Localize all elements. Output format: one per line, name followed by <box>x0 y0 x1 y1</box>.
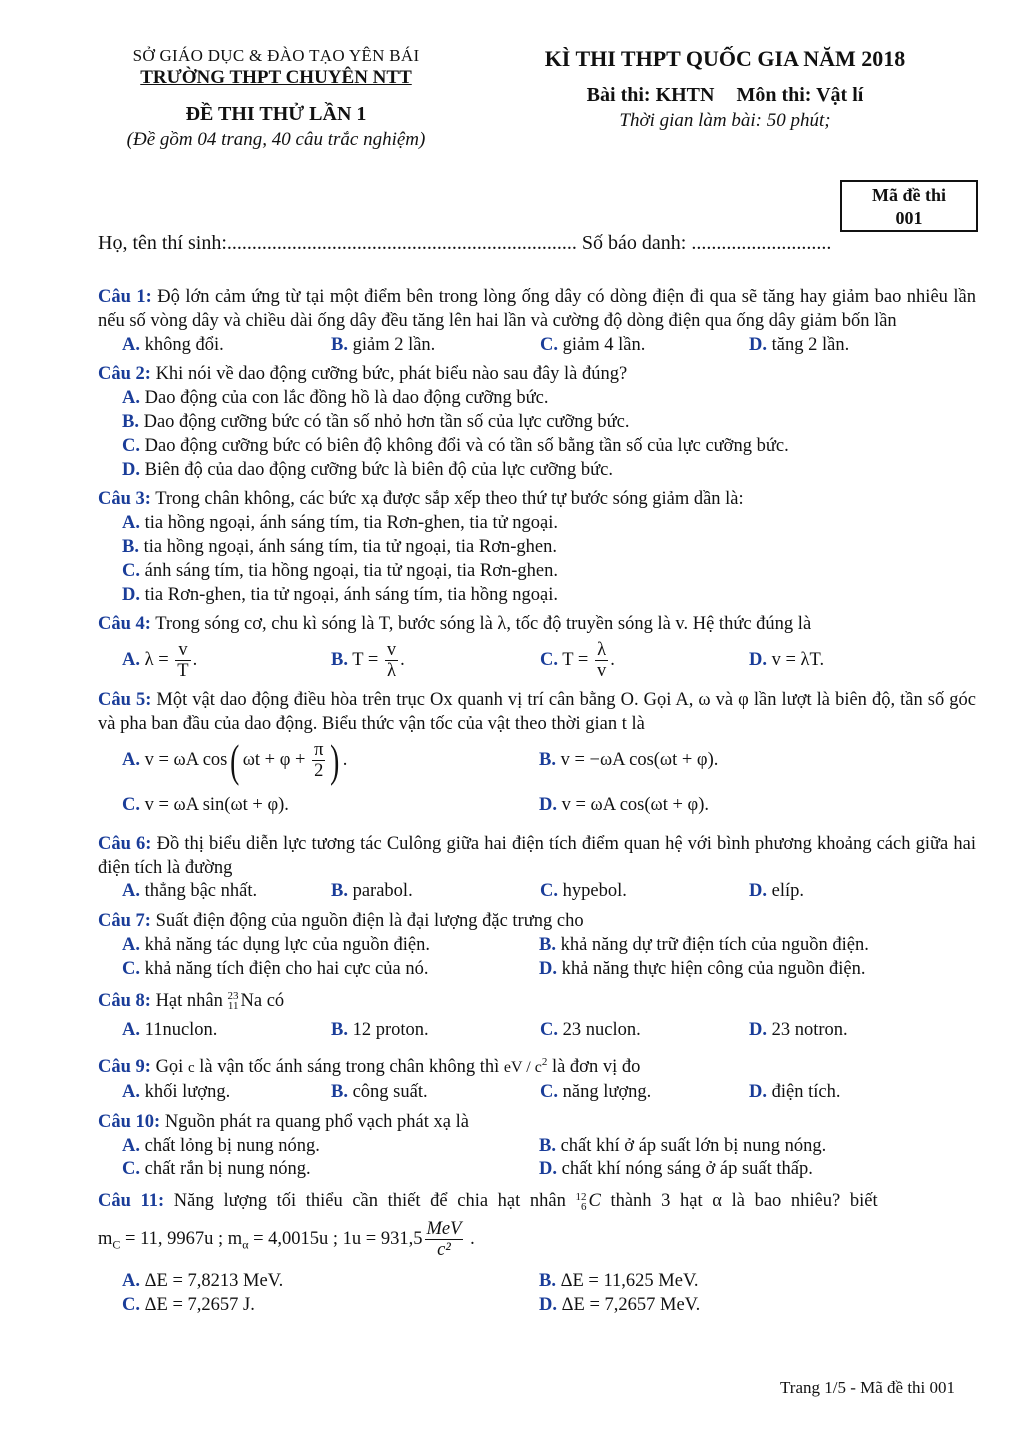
answer-options <box>98 512 976 607</box>
period: . <box>342 749 348 770</box>
given-values <box>98 1214 976 1270</box>
question-text: Suất điện động của nguồn điện là đại lượng đặc trưng cho <box>150 911 584 932</box>
option-b <box>331 637 540 683</box>
option-text: chất lỏng bị nung nóng. <box>140 1135 320 1156</box>
unit-exponent: 2 <box>541 1056 548 1069</box>
option-b <box>539 934 956 958</box>
option-letter: D. <box>539 1294 557 1315</box>
option-text: elíp. <box>767 881 804 902</box>
formula-lhs: T = <box>558 650 593 671</box>
option-letter: D. <box>122 459 140 480</box>
question-10 <box>98 1111 976 1182</box>
element-symbol: Na <box>240 990 263 1011</box>
department-name: SỞ GIÁO DỤC & ĐÀO TẠO YÊN BÁI <box>132 46 420 65</box>
header-left <box>96 46 456 151</box>
question-stem <box>98 363 976 387</box>
question-stem <box>98 613 976 637</box>
option-text: tăng 2 lần. <box>767 334 850 355</box>
option-letter: B. <box>122 536 139 557</box>
option-letter: C. <box>540 650 558 671</box>
option-text: năng lượng. <box>558 1082 652 1103</box>
answer-options <box>98 734 976 827</box>
option-text: ánh sáng tím, tia hồng ngoại, tia tử ngoại, tia Rơn-ghen. <box>140 560 559 581</box>
option-c <box>122 958 539 982</box>
period: . <box>192 650 198 671</box>
option-b <box>539 1135 956 1159</box>
given-text: = 11, 9967u ; m <box>120 1229 243 1250</box>
option-text: chất khí nóng sáng ở áp suất thấp. <box>557 1159 813 1180</box>
formula-mid: ωt + φ + <box>242 749 311 770</box>
option-text: khả năng dự trữ điện tích của nguồn điện. <box>555 934 869 955</box>
option-a <box>122 880 331 904</box>
option-letter: B. <box>539 1270 556 1291</box>
option-d <box>749 880 958 904</box>
exam-subject: Môn thi: Vật lí <box>736 84 864 106</box>
option-letter: A. <box>122 334 140 355</box>
answer-options <box>98 334 976 358</box>
formula-lhs: λ = <box>140 650 174 671</box>
option-c <box>540 1081 749 1105</box>
option-d <box>539 1158 956 1182</box>
fraction <box>595 640 608 681</box>
exam-subject-line <box>520 84 930 107</box>
exam-code-value: 001 <box>895 208 923 228</box>
option-letter: B. <box>331 1082 348 1103</box>
option-letter: D. <box>749 1020 767 1041</box>
subscript: C <box>112 1237 121 1252</box>
option-a <box>122 734 539 786</box>
fraction-denominator: c² <box>437 1240 451 1261</box>
option-letter: B. <box>331 334 348 355</box>
option-a <box>122 637 331 683</box>
option-text: v = −ωA cos(ωt + φ). <box>555 749 719 770</box>
answer-options <box>98 880 976 904</box>
student-info-line: Họ, tên thí sinh:...................................................................... Số báo danh: ............................ <box>98 232 832 254</box>
option-c <box>540 334 749 358</box>
option-text: khả năng thực hiện công của nguồn điện. <box>557 958 866 979</box>
option-letter: A. <box>122 513 140 534</box>
option-letter: A. <box>122 1020 140 1041</box>
option-letter: C. <box>122 958 140 979</box>
question-text: Hạt nhân <box>150 990 228 1011</box>
option-text: Dao động của con lắc đồng hồ là dao động cưỡng bức. <box>140 388 549 409</box>
left-paren: ( <box>230 734 240 786</box>
question-text: Một vật dao động điều hòa trên trục Ox quanh vị trí cân bằng O. Gọi A, ω và φ lần lượt là biên độ, tần số góc và pha ban đầu của dao động. Biểu thức vận tốc của vật theo thời gian t là <box>98 690 976 734</box>
mass-number: 12 <box>575 1191 587 1204</box>
option-b <box>331 1019 540 1043</box>
option-d <box>749 637 958 683</box>
question-11 <box>98 1190 976 1317</box>
option-text: v = ωA sin(ωt + φ). <box>140 794 289 815</box>
option-text: 23 nuclon. <box>558 1020 641 1041</box>
fraction <box>385 640 398 681</box>
question-9 <box>98 1051 976 1105</box>
question-text: Trong sóng cơ, chu kì sóng là T, bước sóng là λ, tốc độ truyền sóng là v. Hệ thức đúng là <box>150 614 812 635</box>
option-text: hypebol. <box>558 881 627 902</box>
answer-options <box>98 1135 976 1183</box>
option-letter: A. <box>122 388 140 409</box>
option-a <box>122 1270 539 1294</box>
option-letter: C. <box>122 435 140 456</box>
question-stem <box>98 833 976 881</box>
option-letter: C. <box>540 881 558 902</box>
option-letter: D. <box>539 958 557 979</box>
question-text-mid: là vận tốc ánh sáng trong chân không thì <box>194 1057 504 1078</box>
question-stem <box>98 910 976 934</box>
period: . <box>610 650 615 671</box>
option-c <box>122 783 539 827</box>
question-stem <box>98 990 976 1014</box>
fraction-numerator: MeV <box>426 1219 462 1240</box>
option-letter: D. <box>749 1082 767 1103</box>
right-paren: ) <box>330 734 340 786</box>
option-text: khả năng tác dụng lực của nguồn điện. <box>140 934 431 955</box>
question-number: Câu 2: <box>98 364 151 385</box>
question-stem <box>98 1111 976 1135</box>
option-b <box>331 880 540 904</box>
option-b <box>331 1081 540 1105</box>
option-letter: D. <box>122 584 140 605</box>
fraction-denominator: T <box>177 661 189 682</box>
unit: eV / c <box>503 1059 542 1077</box>
option-letter: B. <box>331 881 348 902</box>
question-stem <box>98 1051 976 1081</box>
fraction-denominator: λ <box>387 661 397 682</box>
option-text: giảm 4 lần. <box>558 334 646 355</box>
answer-options <box>98 1270 976 1318</box>
exam-code-box <box>840 180 978 232</box>
fraction <box>425 1219 464 1260</box>
option-a <box>122 1019 331 1043</box>
option-letter: D. <box>539 794 557 815</box>
option-text: 12 proton. <box>347 1020 429 1041</box>
option-letter: A. <box>122 650 140 671</box>
question-number: Câu 3: <box>98 489 151 510</box>
question-text: Nguồn phát ra quang phổ vạch phát xạ là <box>160 1111 469 1132</box>
option-text: thẳng bậc nhất. <box>140 881 258 902</box>
option-a <box>122 387 976 411</box>
answer-options <box>98 387 976 482</box>
option-text: 23 notron. <box>767 1020 848 1041</box>
option-text: khả năng tích điện cho hai cực của nó. <box>140 958 429 979</box>
option-letter: D. <box>749 881 767 902</box>
option-d <box>539 783 956 827</box>
exam-code-label: Mã đề thi <box>872 185 946 205</box>
exam-duration: Thời gian làm bài: 50 phút; <box>619 110 831 131</box>
question-stem <box>98 1190 976 1214</box>
option-d <box>539 1294 956 1318</box>
option-letter: C. <box>540 334 558 355</box>
question-stem <box>98 488 976 512</box>
option-text: chất rắn bị nung nóng. <box>140 1159 311 1180</box>
option-letter: C. <box>122 560 140 581</box>
page-footer: Trang 1/5 - Mã đề thi 001 <box>780 1378 956 1397</box>
answer-options <box>98 637 976 683</box>
option-text: ΔE = 11,625 MeV. <box>555 1270 699 1291</box>
option-a <box>122 1081 331 1105</box>
question-number: Câu 1: <box>98 287 152 307</box>
question-number: Câu 11: <box>98 1191 165 1212</box>
question-3 <box>98 488 976 607</box>
option-text: v = λT. <box>767 650 825 671</box>
option-c <box>122 1294 539 1318</box>
option-text: tia Rơn-ghen, tia tử ngoại, ánh sáng tím, tia hồng ngoại. <box>140 584 559 605</box>
option-letter: C. <box>540 1020 558 1041</box>
fraction-denominator: 2 <box>314 761 324 781</box>
question-text: Khi nói về dao động cưỡng bức, phát biểu nào sau đây là đúng? <box>150 364 628 385</box>
question-number: Câu 8: <box>98 990 151 1011</box>
fraction <box>175 640 190 681</box>
question-text-end: thành 3 hạt α là bao nhiêu? biết <box>600 1191 878 1212</box>
option-letter: B. <box>539 934 556 955</box>
option-b <box>331 334 540 358</box>
symbol-c: c <box>187 1060 195 1077</box>
question-number: Câu 5: <box>98 690 152 711</box>
option-letter: D. <box>749 334 767 355</box>
fraction-numerator: v <box>175 640 190 661</box>
question-number: Câu 7: <box>98 911 151 932</box>
option-a <box>122 334 331 358</box>
option-text: điện tích. <box>767 1082 841 1103</box>
question-text: Đồ thị biểu diễn lực tương tác Culông giữa hai điện tích điểm quan hệ với bình phương khoảng cách giữa hai điện tích là đường <box>98 833 976 878</box>
question-6 <box>98 833 976 904</box>
option-b <box>539 1270 956 1294</box>
mass-number: 23 <box>227 990 239 1003</box>
option-text: tia hồng ngoại, ánh sáng tím, tia Rơn-ghen, tia tử ngoại. <box>140 513 559 534</box>
option-c <box>540 880 749 904</box>
option-text: ΔE = 7,8213 MeV. <box>140 1270 284 1291</box>
option-d <box>749 1081 958 1105</box>
header-right <box>520 46 930 132</box>
question-list <box>98 286 976 1323</box>
option-c <box>122 1158 539 1182</box>
question-number: Câu 9: <box>98 1057 151 1078</box>
option-text: giảm 2 lần. <box>347 334 436 355</box>
option-letter: D. <box>749 650 767 671</box>
option-c <box>540 1019 749 1043</box>
period: . <box>465 1229 475 1250</box>
fraction <box>312 740 325 781</box>
question-text-end: là đơn vị đo <box>547 1057 641 1078</box>
option-letter: A. <box>122 1270 140 1291</box>
mass-symbol: m <box>98 1229 113 1250</box>
option-text: công suất. <box>347 1082 428 1103</box>
option-letter: C. <box>122 1159 140 1180</box>
exam-name: KÌ THI THPT QUỐC GIA NĂM 2018 <box>544 46 906 71</box>
period: . <box>400 650 405 671</box>
option-text: ΔE = 7,2657 MeV. <box>557 1294 701 1315</box>
option-text: 11nuclon. <box>140 1020 218 1041</box>
option-a <box>122 512 976 536</box>
exam-title: ĐỀ THI THỬ LẦN 1 <box>185 103 367 125</box>
fraction-numerator: π <box>314 740 324 760</box>
question-number: Câu 10: <box>98 1111 161 1132</box>
question-2 <box>98 363 976 482</box>
option-d <box>749 1019 958 1043</box>
option-letter: B. <box>331 1020 348 1041</box>
question-number: Câu 4: <box>98 614 151 635</box>
option-text: Dao động cưỡng bức có biên độ không đổi và có tần số bằng tần số của lực cưỡng bức. <box>140 435 789 456</box>
atomic-number: 6 <box>580 1201 587 1214</box>
option-letter: B. <box>331 650 348 671</box>
element-symbol: C <box>588 1191 601 1212</box>
option-letter: D. <box>539 1159 557 1180</box>
option-letter: A. <box>122 1135 140 1156</box>
exam-note: (Đề gồm 04 trang, 40 câu trắc nghiệm) <box>126 129 426 150</box>
fraction-numerator: λ <box>595 640 608 661</box>
option-a <box>122 934 539 958</box>
question-stem <box>98 689 976 737</box>
question-stem <box>98 286 976 334</box>
option-d <box>749 334 958 358</box>
question-text-end: có <box>262 990 285 1011</box>
option-letter: C. <box>122 1294 140 1315</box>
option-c <box>122 435 976 459</box>
option-text: Biên độ của dao động cưỡng bức là biên độ của lực cưỡng bức. <box>140 459 613 480</box>
question-7 <box>98 910 976 981</box>
formula-lhs: v = ωA cos <box>140 749 228 770</box>
option-letter: B. <box>539 749 556 770</box>
fraction-numerator: v <box>386 640 397 661</box>
option-d <box>539 958 956 982</box>
option-text: Dao động cưỡng bức có tần số nhỏ hơn tần số của lực cưỡng bức. <box>138 411 630 432</box>
nuclide-numbers <box>228 991 239 1011</box>
question-5 <box>98 689 976 827</box>
question-text: Năng lượng tối thiểu cần thiết để chia hạt nhân <box>164 1191 576 1212</box>
question-text: Độ lớn cảm ứng từ tại một điểm bên trong lòng ống dây có dòng điện đi qua sẽ tăng hay giảm bao nhiêu lần nếu số vòng dây và chiều dài ống dây đều tăng lên hai lần và cường độ dòng điện qua ống dây giảm bốn lần <box>98 287 976 331</box>
question-4 <box>98 613 976 683</box>
school-name: TRƯỜNG THPT CHUYÊN NTT <box>140 67 412 88</box>
fraction-denominator: v <box>596 661 607 682</box>
option-letter: A. <box>122 934 140 955</box>
option-letter: B. <box>539 1135 556 1156</box>
answer-options <box>98 1019 976 1043</box>
option-letter: C. <box>540 1082 558 1103</box>
option-d <box>122 459 976 483</box>
atomic-number: 11 <box>227 1000 239 1013</box>
option-letter: C. <box>122 794 140 815</box>
option-text: tia hồng ngoại, ánh sáng tím, tia tử ngoại, tia Rơn-ghen. <box>138 536 557 557</box>
option-d <box>122 584 976 608</box>
option-text: chất khí ở áp suất lớn bị nung nóng. <box>555 1135 827 1156</box>
answer-options <box>98 1081 976 1105</box>
exam-type: Bài thi: KHTN <box>586 84 715 106</box>
nuclide-numbers <box>575 1192 586 1212</box>
question-number: Câu 6: <box>98 833 152 854</box>
answer-options <box>98 934 976 982</box>
formula-lhs: T = <box>347 650 383 671</box>
option-b <box>122 411 976 435</box>
option-b <box>539 737 956 783</box>
option-c <box>122 560 976 584</box>
subscript: α <box>242 1237 249 1252</box>
option-letter: B. <box>122 411 139 432</box>
option-letter: A. <box>122 749 140 770</box>
option-text: ΔE = 7,2657 J. <box>140 1294 255 1315</box>
option-text: khối lượng. <box>140 1082 231 1103</box>
option-letter: A. <box>122 881 140 902</box>
option-text: parabol. <box>347 881 413 902</box>
given-text: = 4,0015u ; 1u = 931,5 <box>248 1229 423 1250</box>
option-a <box>122 1135 539 1159</box>
option-b <box>122 536 976 560</box>
question-text: Trong chân không, các bức xạ được sắp xếp theo thứ tự bước sóng giảm dần là: <box>150 489 744 510</box>
option-text: v = ωA cos(ωt + φ). <box>557 794 709 815</box>
option-letter: A. <box>122 1082 140 1103</box>
question-text: Gọi <box>150 1057 188 1078</box>
question-8 <box>98 990 976 1044</box>
option-c <box>540 637 749 683</box>
option-text: không đổi. <box>140 334 224 355</box>
question-1 <box>98 286 976 357</box>
